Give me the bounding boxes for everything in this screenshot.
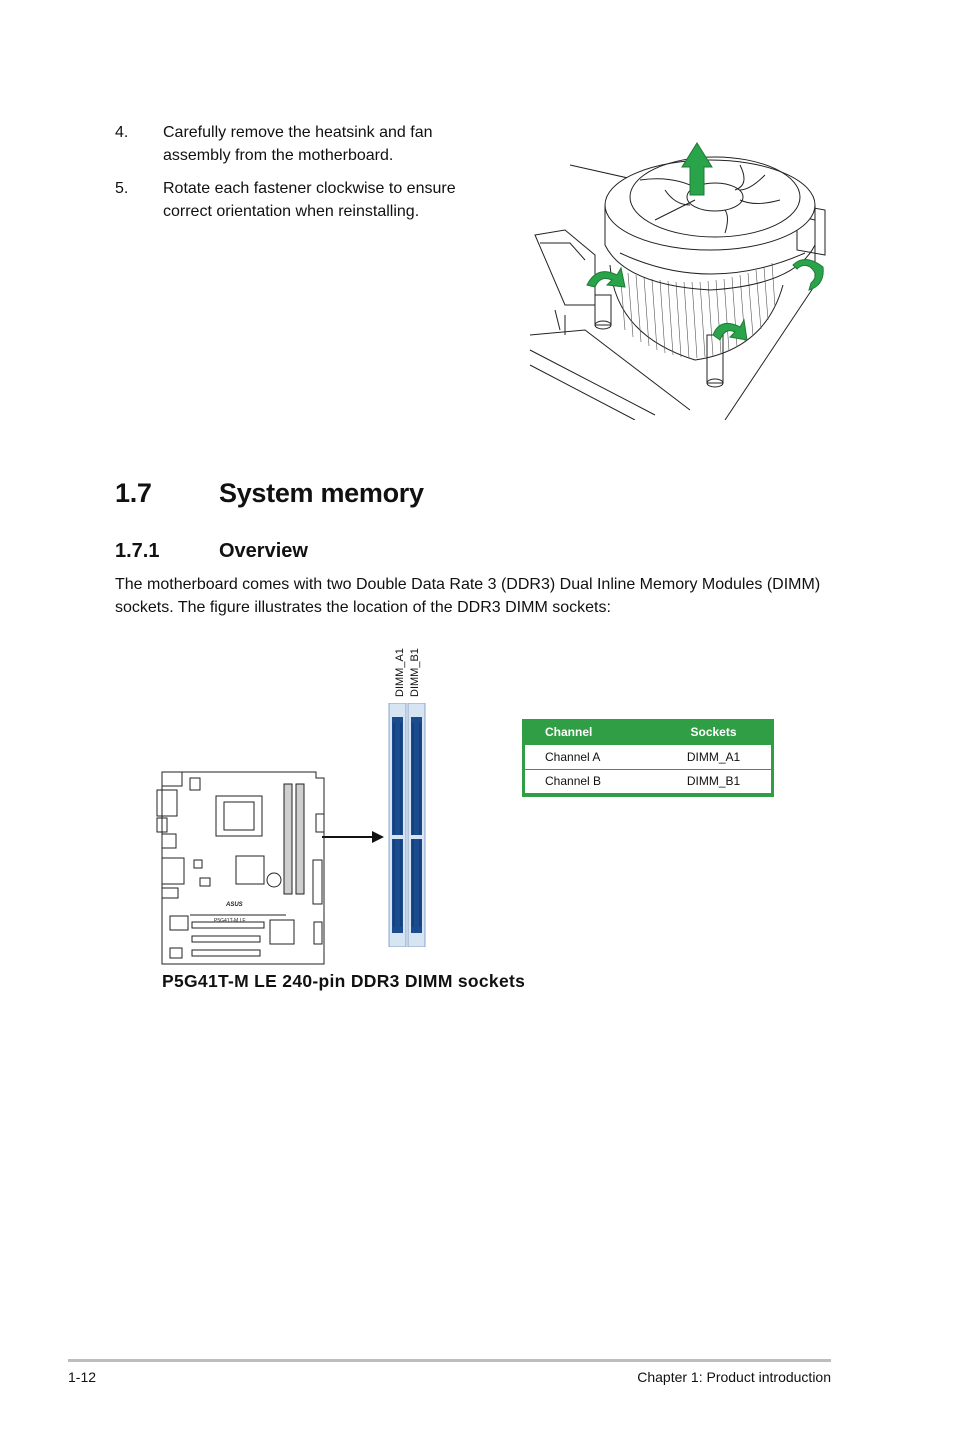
motherboard-layout-diagram <box>156 770 326 966</box>
header-channel: Channel <box>545 725 593 739</box>
overview-paragraph: The motherboard comes with two Double Data Rate 3 (DDR3) Dual Inline Memory Modules (DIMM) sockets. The figure illustrates the location of the DDR3 DIMM sockets: <box>115 576 821 616</box>
pointer-arrow-icon <box>322 830 384 844</box>
dimm-b1-label: DIMM_B1 <box>409 648 421 697</box>
step-5-text: Rotate each fastener clockwise to ensure correct orientation when reinstalling. <box>163 180 456 220</box>
chapter-title: Chapter 1: Product introduction <box>637 1369 831 1385</box>
socket-table-frame <box>522 719 774 797</box>
board-logo: ASUS <box>226 902 243 908</box>
dimm-a1-label: DIMM_A1 <box>394 648 406 697</box>
row-b-socket: DIMM_B1 <box>686 774 741 789</box>
row-a-socket: DIMM_A1 <box>656 745 771 769</box>
socket-table-header <box>525 719 771 745</box>
section-number: 1.7 <box>115 478 152 508</box>
board-model-text: P5G41T-M LE <box>214 918 246 924</box>
socket-table <box>525 719 771 793</box>
step-4-number: 4. <box>115 124 129 141</box>
table-row <box>525 745 771 769</box>
step-4-text: Carefully remove the heatsink and fan assembly from the motherboard. <box>163 124 433 164</box>
table-row <box>525 769 771 793</box>
subsection-number: 1.7.1 <box>115 540 160 562</box>
subsection-title: Overview <box>219 540 308 562</box>
footer-divider <box>68 1359 831 1362</box>
heatsink-removal-illustration <box>525 135 835 420</box>
figure-caption: P5G41T-M LE 240-pin DDR3 DIMM sockets <box>162 971 526 991</box>
row-a-channel: Channel A <box>525 745 656 769</box>
section-title: System memory <box>219 478 424 508</box>
step-5-number: 5. <box>115 180 129 197</box>
header-sockets: Sockets <box>690 725 737 739</box>
dimm-slots-illustration <box>388 703 426 947</box>
row-b-channel: Channel B <box>545 774 602 789</box>
page-number: 1-12 <box>68 1369 97 1385</box>
